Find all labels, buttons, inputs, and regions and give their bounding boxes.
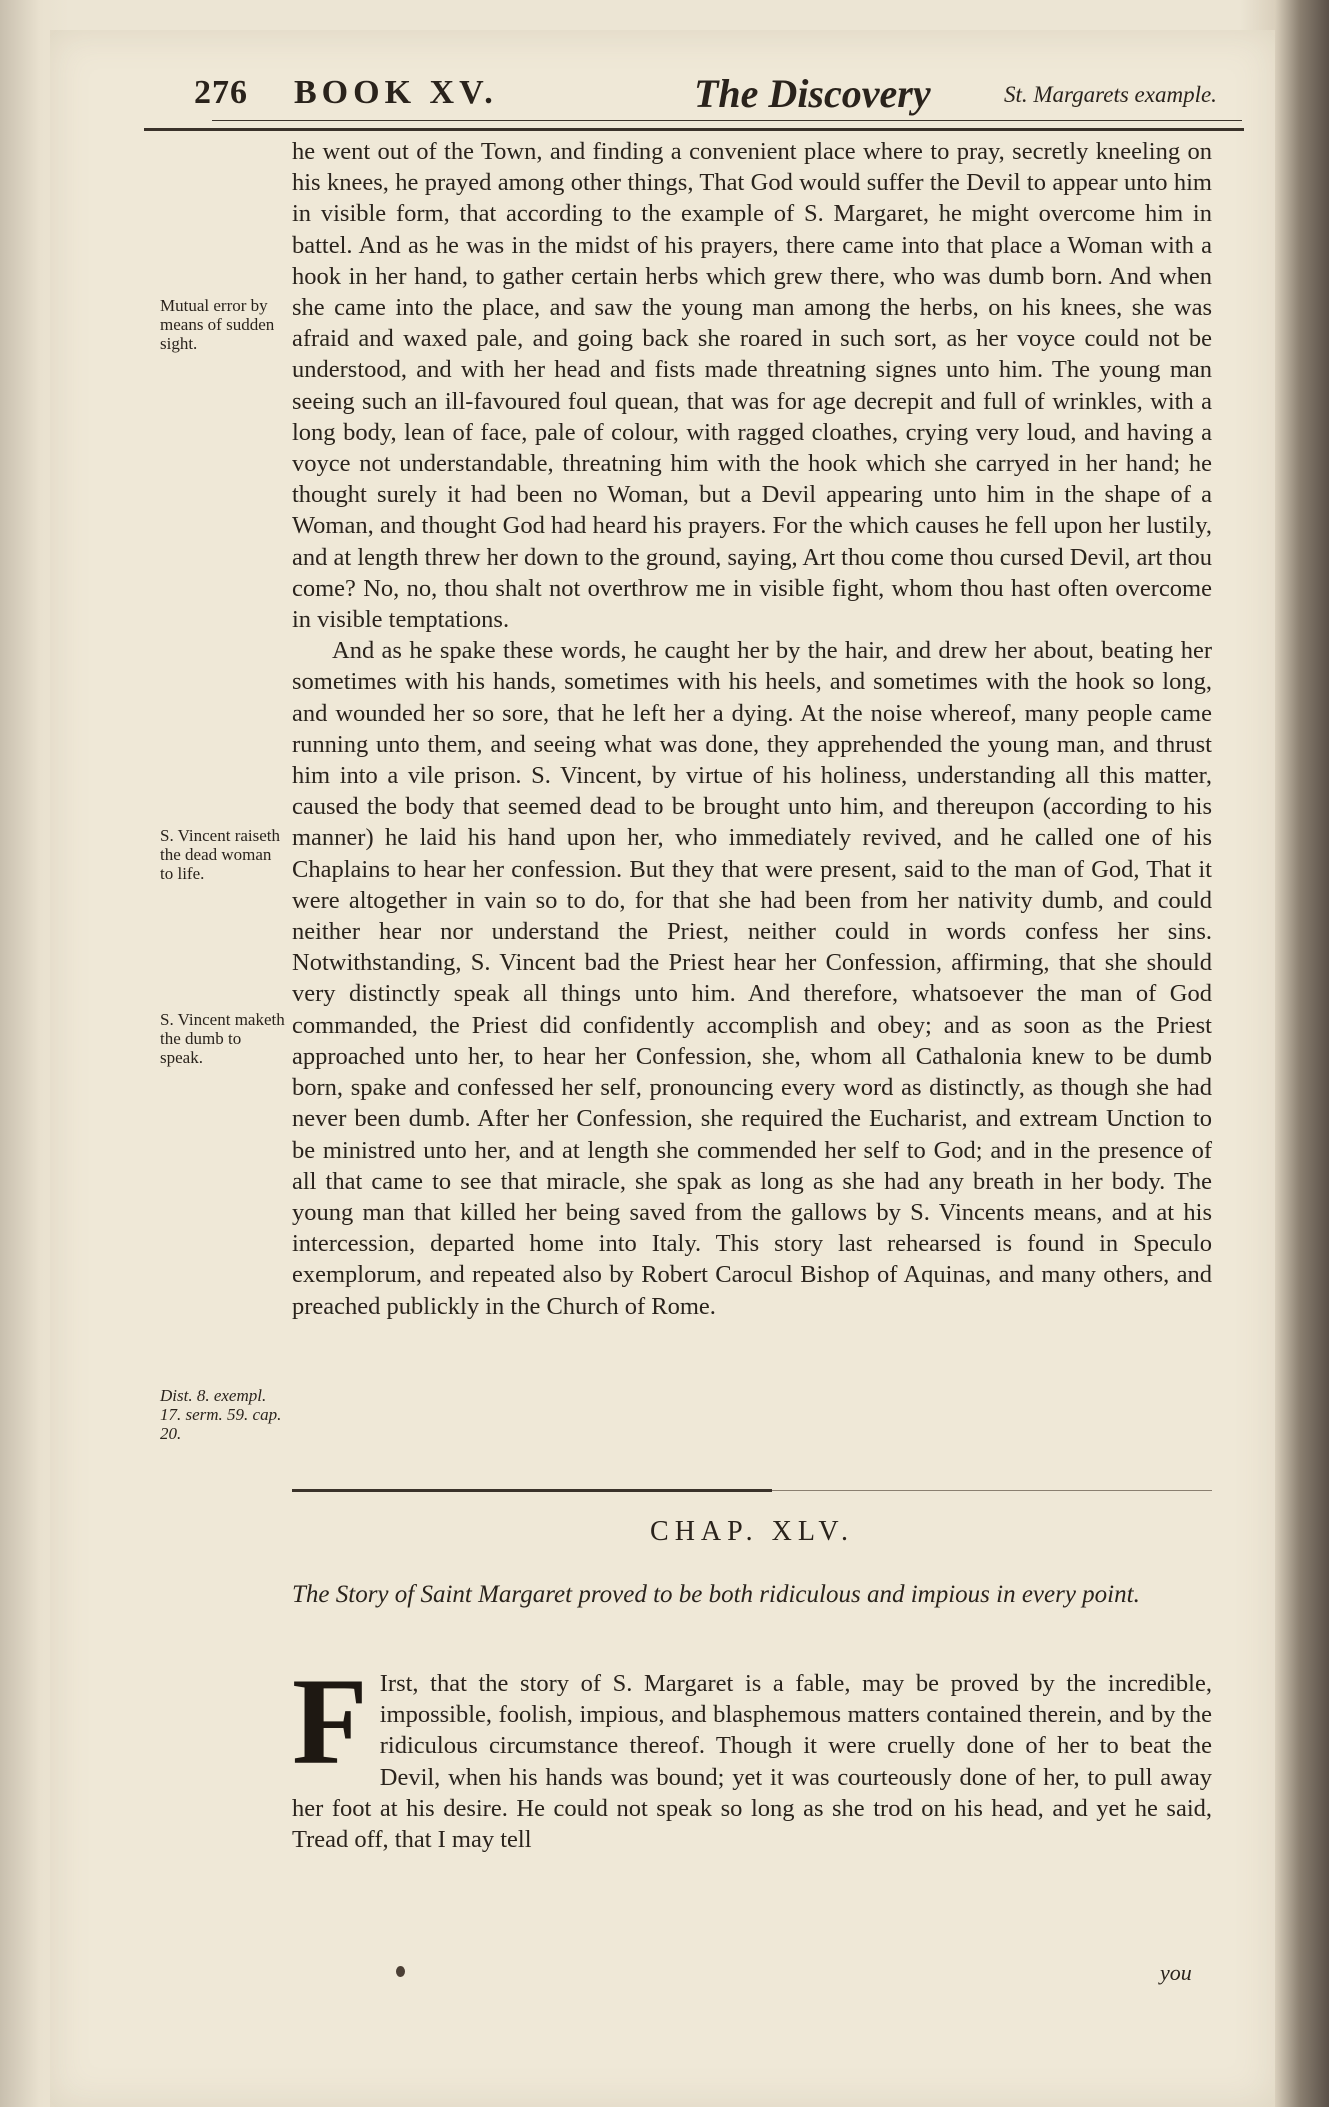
ink-spot	[396, 1966, 405, 1977]
header-rule-top	[212, 120, 1242, 121]
chapter-rule	[292, 1489, 772, 1492]
margin-note: S. Vincent raiseth the dead woman to life.	[160, 826, 281, 883]
margin-note: Mutual error by means of sudden sight.	[160, 296, 275, 353]
margin-note: S. Vincent maketh the dumb to speak.	[160, 1010, 285, 1067]
chapter-title: CHAP. XLV.	[650, 1516, 854, 1547]
main-text	[292, 136, 1212, 1322]
drop-capital: F	[292, 1653, 368, 1790]
running-header	[144, 71, 1244, 122]
chapter-subtitle: The Story of Saint Margaret proved to be both ridiculous and impious in every point.	[292, 1581, 1140, 1608]
running-title: The Discovery	[694, 71, 931, 116]
page-number: 276	[194, 74, 248, 111]
chapter-rule-thin	[772, 1490, 1212, 1491]
paragraph: he went out of the Town, and finding a convenient place where to pray, secretly kneeling on his knees, he prayed among other things, That God would suffer the Devil to appear unto him in visible form, that according to the example of S. Margaret, he might overcome him in battel. And as he was in the midst of his prayers, there came into that place a Woman with a hook in her hand, to gather certain herbs which grew there, who was dumb born. And when she came into the place, and saw the young man among the herbs, on his knees, she was afraid and waxed pale, and going back she roared in such sort, as her voyce could not be understood, and with her head and fists made threatning signes unto him. The young man seeing such an ill-favoured foul quean, that was for age decrepit and full of wrinkles, with a long body, lean of face, pale of colour, with ragged cloathes, crying very loud, and having a voyce not understandable, threatning him with the hook which she carryed in her hand; he thought surely it had been no Woman, but a Devil appearing unto him in the shape of a Woman, and thought God had heard his prayers. For the which causes he fell upon her lustily, and at length threw her down to the ground, saying, Art thou come thou cursed Devil, art thou come? No, no, thou shalt not overthrow me in visible fight, whom thou hast often overcome in visible temptations.	[292, 138, 1212, 634]
running-topic: St. Margarets example.	[1004, 82, 1217, 107]
book-label: BOOK XV.	[294, 74, 498, 111]
catchword: you	[1160, 1960, 1192, 1985]
chapter-body-text: Irst, that the story of S. Margaret is a fable, may be proved by the incredible, impossible, foolish, impious, and blasphemous matters contained therein, and by the ridiculous circumstance thereof. Though it were cruelly done of her to beat the Devil, when his hands was bound; yet it was courteously done of her, to pull away her foot at his desire. He could not speak so long as she trod on his head, and yet he said, Tread off, that I may tell	[292, 1670, 1212, 1854]
header-rule	[144, 128, 1244, 131]
chapter-body	[292, 1653, 1212, 1855]
margin-note: Dist. 8. exempl. 17. serm. 59. cap. 20.	[160, 1386, 282, 1443]
paragraph: And as he spake these words, he caught her by the hair, and drew her about, beating her sometimes with his hands, sometimes with his heels, and sometimes with the hook so long, and wounded her so sore, that he left her a dying. At the noise whereof, many people came running unto them, and seeing what was done, they apprehended the young man, and thrust him into a vile prison. S. Vincent, by virtue of his holiness, understanding all this matter, caused the body that seemed dead to be brought unto him, and thereupon (according to his manner) he laid his hand upon her, who immediately revived, and he called one of his Chaplains to hear her confession. But they that were present, said to the man of God, That it were altogether in vain so to do, for that she had been from her nativity dumb, and could neither hear nor understand the Priest, neither could in words confess her sins. Notwithstanding, S. Vincent bad the Priest hear her Confession, affirming, that she should very distinctly speak all things unto him. And therefore, whatsoever the man of God commanded, the Priest did confidently accomplish and obey; and as soon as the Priest approached unto her, to hear her Confession, she, whom all Cathalonia knew to be dumb born, spake and confessed her self, pronouncing every word as distinctly, as though she had never been dumb. After her Confession, she required the Eucharist, and extream Unction to be ministred unto her, and at length she commended her self to God; and in the presence of all that came to see that miracle, she spak as long as she had any breath in her body. The young man that killed her being saved from the gallows by S. Vincents means, and at his intercession, departed home into Italy. This story last rehearsed is found in Speculo exemplorum, and repeated also by Robert Carocul Bishop of Aquinas, and many others, and preached publickly in the Church of Rome.	[292, 637, 1212, 1320]
